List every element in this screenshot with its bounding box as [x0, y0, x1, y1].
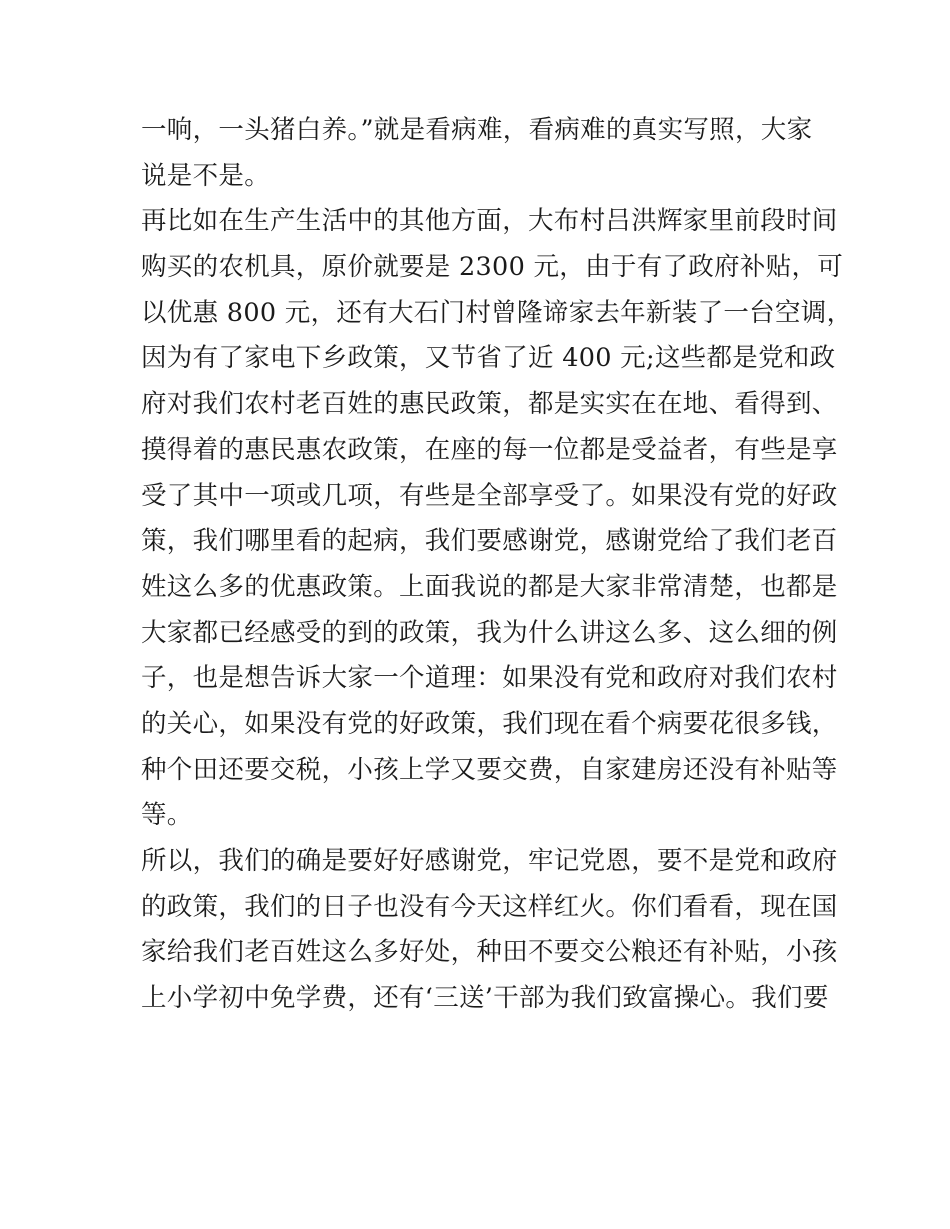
text-line: 大家都已经感受的到的政策，我为什么讲这么多、这么细的例 — [141, 617, 838, 648]
body-text — [141, 108, 853, 1022]
text-line: 子，也是想告诉大家一个道理：如果没有党和政府对我们农村 — [141, 663, 838, 694]
text-line: 因为有了家电下乡政策，又节省了近 400 元;这些都是党和政 — [141, 343, 836, 374]
text-line: 受了其中一项或几项，有些是全部享受了。如果没有党的好政 — [141, 480, 838, 511]
text-line: 家给我们老百姓这么多好处，种田不要交公粮还有补贴，小孩 — [141, 937, 838, 968]
text-line: 所以，我们的确是要好好感谢党，牢记党恩，要不是党和政府 — [141, 846, 838, 876]
text-line: 上小学初中免学费，还有‘三送’干部为我们致富操心。我们要 — [141, 983, 829, 1014]
text-line: 种个田还要交税，小孩上学又要交费，自家建房还没有补贴等 — [141, 754, 838, 785]
text-line: 府对我们农村老百姓的惠民政策，都是实实在在地、看得到、 — [141, 389, 838, 420]
text-line: 策，我们哪里看的起病，我们要感谢党，感谢党给了我们老百 — [141, 526, 838, 557]
text-line: 以优惠 800 元，还有大石门村曾隆谛家去年新装了一台空调， — [141, 297, 853, 328]
text-line: 摸得着的惠民惠农政策，在座的每一位都是受益者，有些是享 — [141, 434, 838, 465]
text-line: 的政策，我们的日子也没有今天这样红火。你们看看，现在国 — [141, 891, 838, 922]
text-line: 再比如在生产生活中的其他方面，大布村吕洪辉家里前段时间 — [141, 206, 838, 237]
text-line: 说是不是。 — [141, 160, 271, 191]
text-line: 的关心，如果没有党的好政策，我们现在看个病要花很多钱， — [141, 708, 838, 739]
text-line: 购买的农机具，原价就要是 2300 元，由于有了政府补贴，可 — [141, 252, 844, 283]
text-line: 一响，一头猪白养。”就是看病难，看病难的真实写照，大家 — [141, 115, 813, 145]
text-line: 姓这么多的优惠政策。上面我说的都是大家非常清楚，也都是 — [141, 571, 838, 602]
text-line: 等。 — [141, 800, 193, 831]
